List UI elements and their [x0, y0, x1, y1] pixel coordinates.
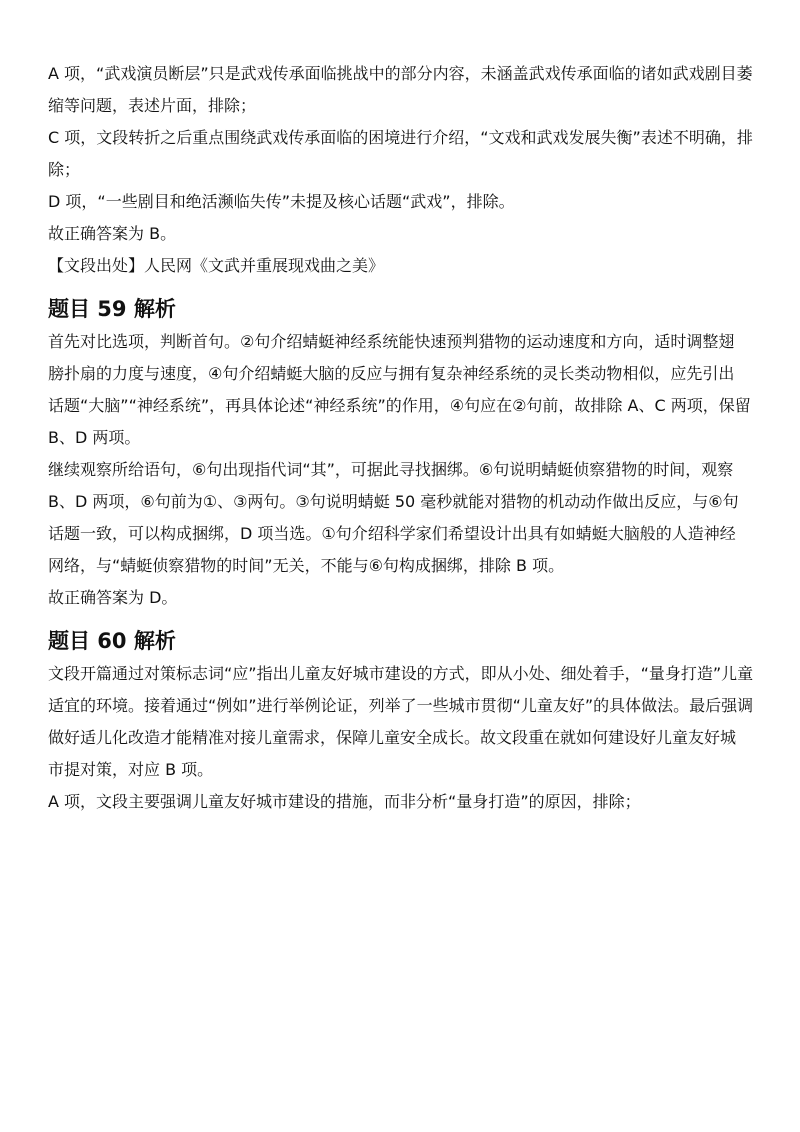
text-line: 适宜的环境。接着通过“例如”进行举例论证，列举了一些城市贯彻“儿童友好”的具体做法。最后强调 [48, 696, 754, 715]
text-line: 网络，与“蜻蜓侦察猎物的时间”无关，不能与⑥句构成捆绑，排除 B 项。 [48, 556, 565, 575]
text-line: D 项，“一些剧目和绝活濒临失传”未提及核心话题“武戏”，排除。 [48, 192, 515, 211]
text-line: 市提对策，对应 B 项。 [48, 760, 214, 779]
section-60 [48, 624, 752, 818]
text-line: 话题一致，可以构成捆绑，D 项当选。①句介绍科学家们希望设计出具有如蜻蜓大脑般的人造神经 [48, 524, 736, 543]
text-line: 文段开篇通过对策标志词“应”指出儿童友好城市建设的方式，即从小处、细处着手，“量身打造”儿童 [48, 664, 754, 683]
text-line: 话题“大脑”“神经系统”，再具体论述“神经系统”的作用，④句应在②句前，故排除 A、C 两项，保留 [48, 396, 751, 415]
text-line: 故正确答案为 B。 [48, 224, 177, 243]
text-line: 做好适儿化改造才能精准对接儿童需求，保障儿童安全成长。故文段重在就如何建设好儿童友好城 [48, 728, 737, 747]
text-line: C 项，文段转折之后重点围绕武戏传承面临的困境进行介绍，“文戏和武戏发展失衡”表述不明确，排 [48, 128, 753, 147]
text-line: 膀扑扇的力度与速度，④句介绍蜻蜓大脑的反应与拥有复杂神经系统的灵长类动物相似，应先引出 [48, 364, 735, 383]
text-line: B、D 两项。 [48, 428, 141, 447]
source-line: 【文段出处】人民网《文武并重展现戏曲之美》 [48, 256, 385, 275]
answer-line: 故正确答案为 D。 [48, 588, 178, 607]
section-heading: 题目 59 解析 [48, 297, 176, 321]
text-line: 缩等问题，表述片面，排除； [48, 96, 257, 115]
section-59 [48, 292, 752, 614]
intro-block [48, 58, 752, 282]
text-line: A 项，“武戏演员断层”只是武戏传承面临挑战中的部分内容，未涵盖武戏传承面临的诸如武戏剧目萎 [48, 64, 753, 83]
text-line: A 项，文段主要强调儿童友好城市建设的措施，而非分析“量身打造”的原因，排除； [48, 792, 641, 811]
text-line: B、D 两项，⑥句前为①、③两句。③句说明蜻蜓 50 毫秒就能对猎物的机动动作做出反应，与⑥句 [48, 492, 739, 511]
text-line: 继续观察所给语句，⑥句出现指代词“其”，可据此寻找捆绑。⑥句说明蜻蜓侦察猎物的时间，观察 [48, 460, 734, 479]
text-line: 首先对比选项，判断首句。②句介绍蜻蜓神经系统能快速预判猎物的运动速度和方向，适时调整翅 [48, 332, 735, 351]
text-line: 除； [48, 160, 81, 179]
section-heading: 题目 60 解析 [48, 629, 176, 653]
